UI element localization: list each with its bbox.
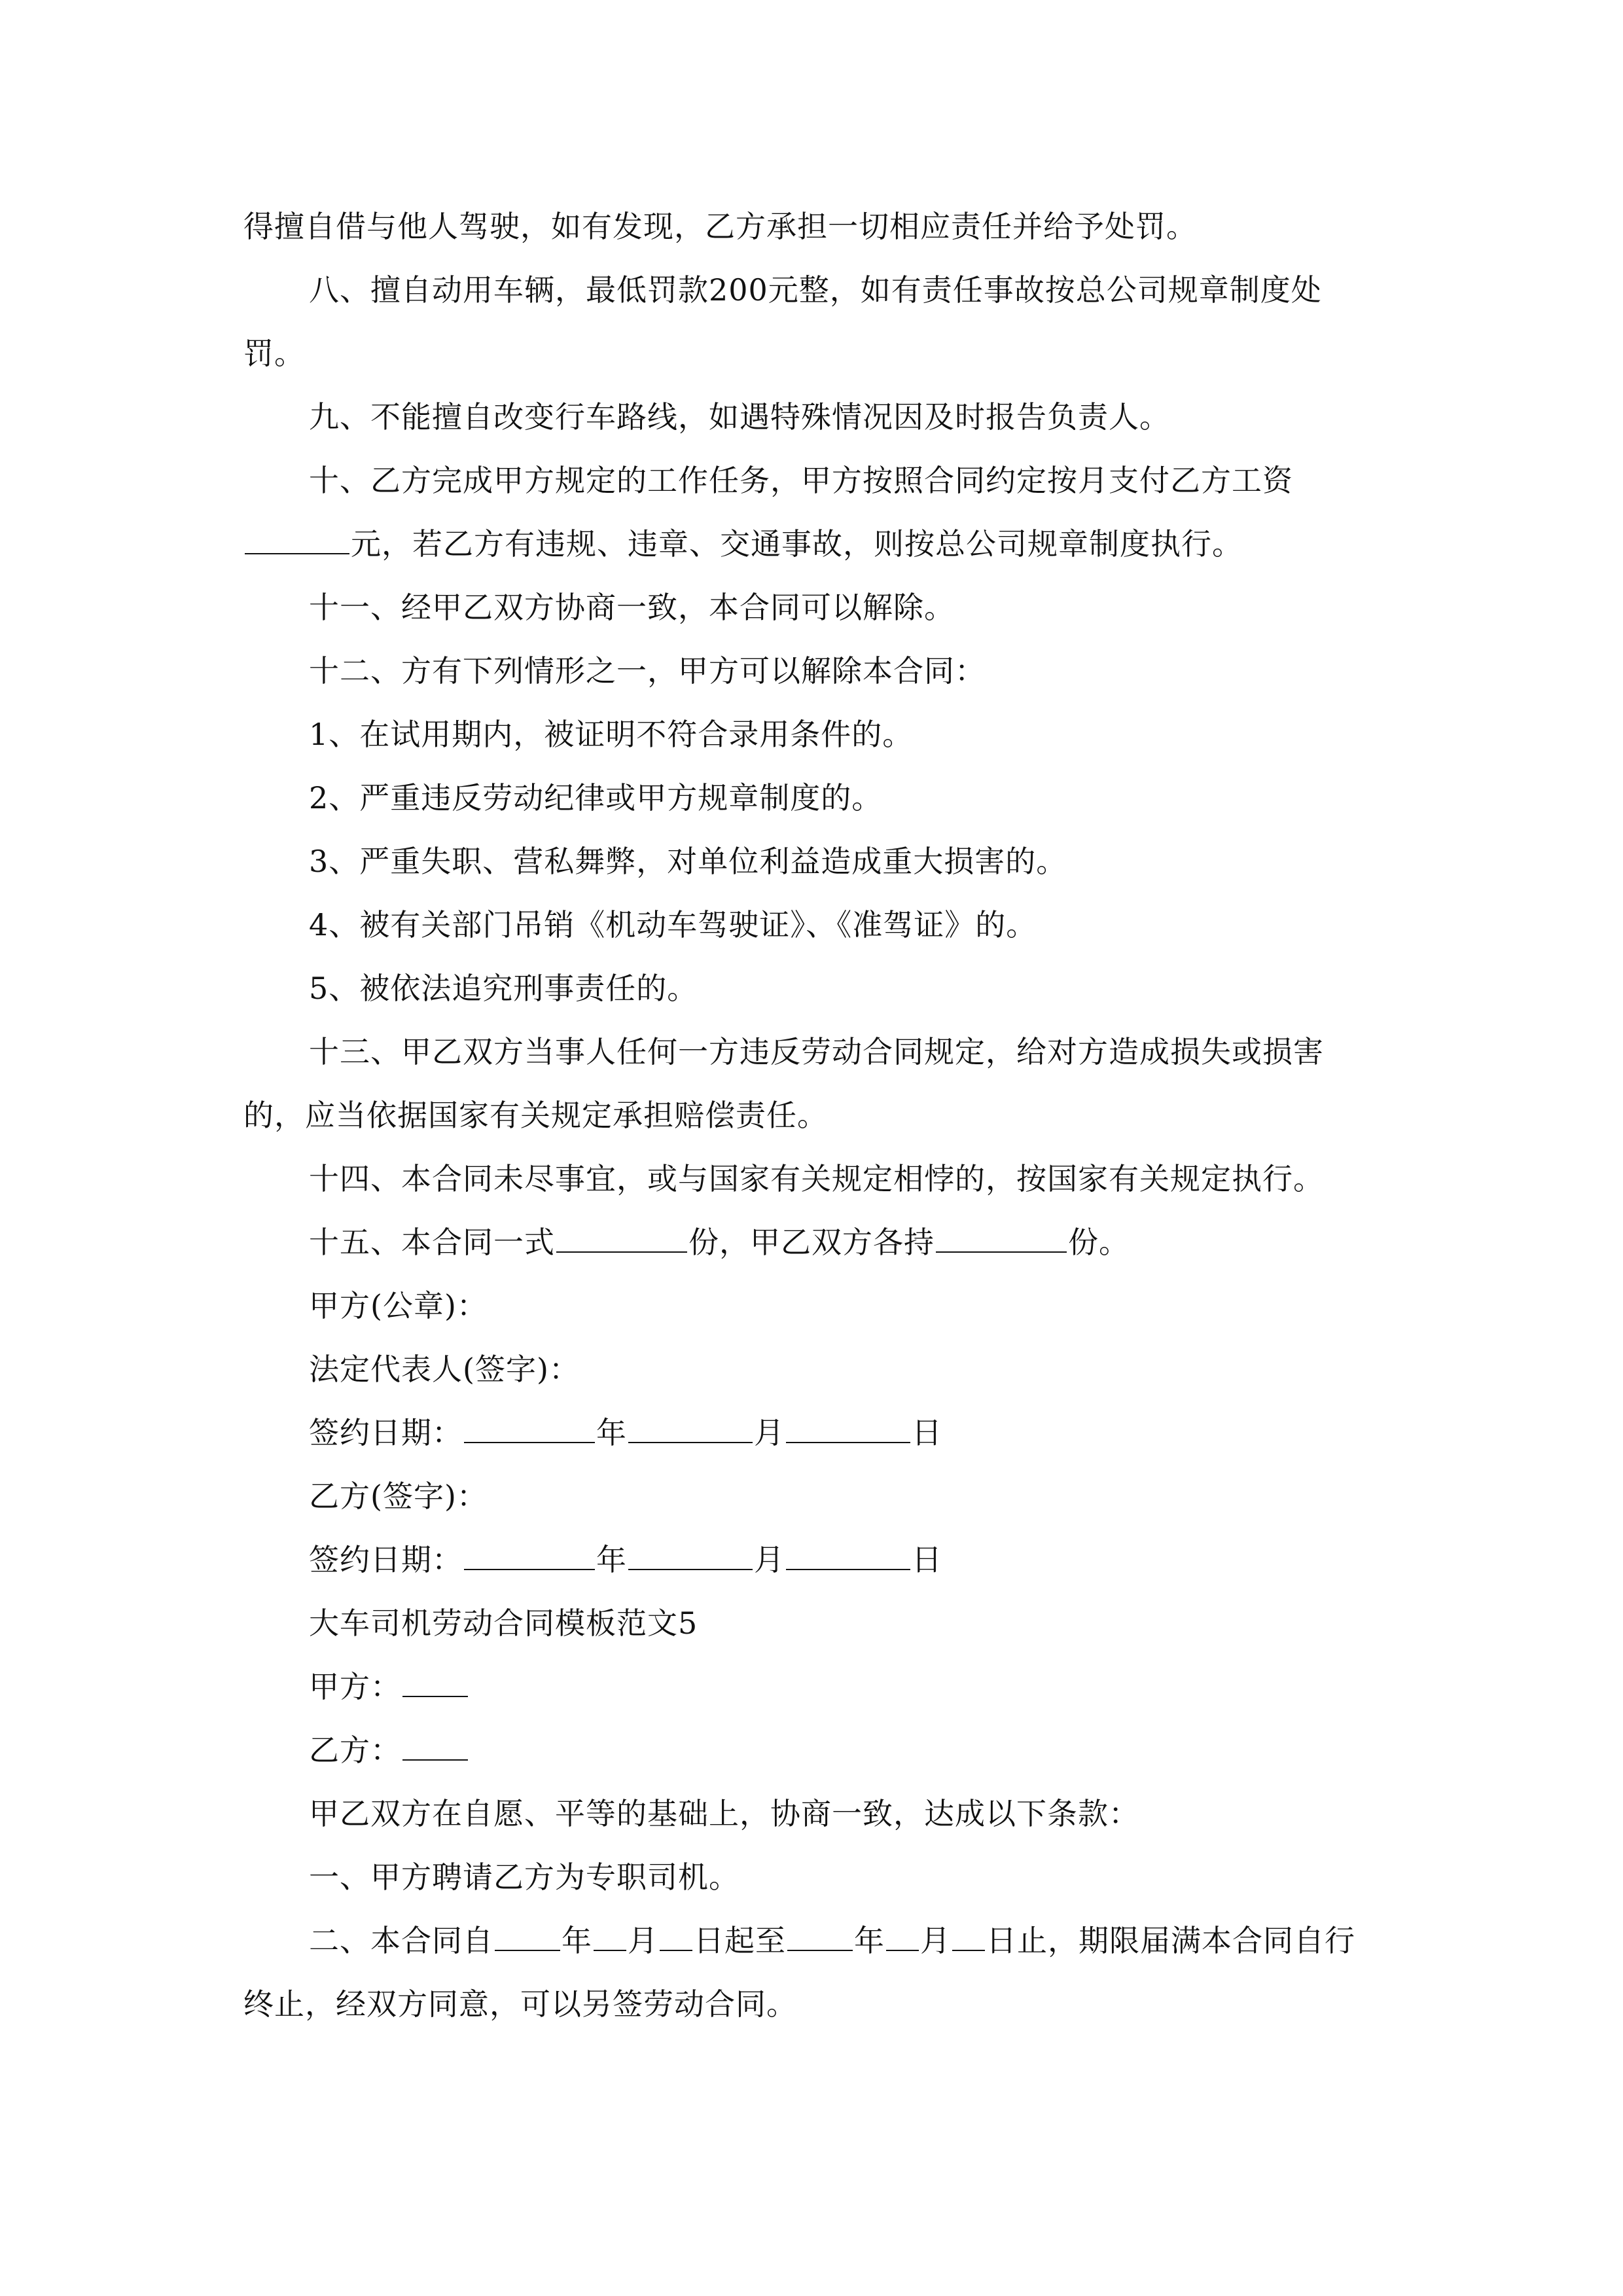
clause-12-item-1: 1、在试用期内，被证明不符合录用条件的。 bbox=[309, 717, 914, 752]
clause-9: 九、不能擅自改变行车路线，如遇特殊情况因及时报告负责人。 bbox=[309, 399, 1170, 435]
party-b-blank bbox=[402, 1732, 468, 1761]
end-day-blank bbox=[952, 1922, 985, 1951]
preamble: 甲乙双方在自愿、平等的基础上，协商一致，达成以下条款： bbox=[309, 1796, 1139, 1831]
sign-date-b bbox=[243, 1528, 1395, 1592]
day-label: 日 bbox=[912, 1415, 942, 1450]
template-title-5: 大车司机劳动合同模板范文5 bbox=[309, 1605, 698, 1641]
clause-15-b: 份，甲乙双方各持 bbox=[688, 1225, 935, 1260]
party-a-blank bbox=[402, 1668, 468, 1697]
year-blank bbox=[464, 1541, 595, 1570]
party-b-sign: 乙方(签字)： bbox=[309, 1479, 488, 1514]
article-2-tail: 日止，期限届满本合同自行 bbox=[986, 1923, 1355, 1958]
day-label: 日 bbox=[912, 1542, 942, 1577]
clause-12-item-2: 2、严重违反劳动纪律或甲方规章制度的。 bbox=[309, 780, 883, 816]
start-year-blank bbox=[495, 1922, 560, 1951]
party-b-field bbox=[243, 1719, 1395, 1782]
start-day-label: 日起至 bbox=[694, 1923, 786, 1958]
end-year-blank bbox=[787, 1922, 853, 1951]
copies-blank bbox=[556, 1224, 687, 1253]
clause-12-item-5: 5、被依法追究刑事责任的。 bbox=[309, 971, 698, 1006]
end-month-label: 月 bbox=[920, 1923, 951, 1958]
sign-date-label: 签约日期： bbox=[309, 1542, 463, 1577]
start-year-label: 年 bbox=[562, 1923, 592, 1958]
clause-13-cont: 的，应当依据国家有关规定承担赔偿责任。 bbox=[243, 1098, 828, 1133]
article-2-a: 二、本合同自 bbox=[309, 1923, 493, 1958]
start-month-label: 月 bbox=[628, 1923, 658, 1958]
clause-10: 十、乙方完成甲方规定的工作任务，甲方按照合同约定按月支付乙方工资 bbox=[309, 463, 1293, 498]
article-2-cont: 终止，经双方同意，可以另签劳动合同。 bbox=[243, 1986, 797, 2022]
contract-body bbox=[243, 195, 1395, 2036]
salary-blank bbox=[245, 526, 349, 554]
clause-12: 十二、方有下列情形之一，甲方可以解除本合同： bbox=[309, 653, 986, 689]
month-label: 月 bbox=[754, 1415, 785, 1450]
party-b-label: 乙方： bbox=[309, 1732, 401, 1768]
month-blank bbox=[628, 1414, 753, 1443]
start-day-blank bbox=[660, 1922, 692, 1951]
clause-15-c: 份。 bbox=[1068, 1225, 1130, 1260]
clause-12-item-3: 3、严重失职、营私舞弊，对单位利益造成重大损害的。 bbox=[309, 844, 1067, 879]
clause-14: 十四、本合同未尽事宜，或与国家有关规定相悖的，按国家有关规定执行。 bbox=[309, 1161, 1324, 1196]
legal-representative: 法定代表人(签字)： bbox=[309, 1352, 580, 1387]
end-month-blank bbox=[886, 1922, 919, 1951]
day-blank bbox=[786, 1414, 910, 1443]
clause-10-cont bbox=[243, 512, 1395, 576]
month-label: 月 bbox=[754, 1542, 785, 1577]
month-blank bbox=[628, 1541, 753, 1570]
day-blank bbox=[786, 1541, 910, 1570]
copies-each-blank bbox=[936, 1224, 1067, 1253]
clause-13: 十三、甲乙双方当事人任何一方违反劳动合同规定，给对方造成损失或损害 bbox=[309, 1034, 1324, 1069]
end-year-label: 年 bbox=[854, 1923, 885, 1958]
start-month-blank bbox=[594, 1922, 626, 1951]
line-01: 得擅自借与他人驾驶，如有发现，乙方承担一切相应责任并给予处罚。 bbox=[243, 209, 1197, 244]
year-label: 年 bbox=[596, 1542, 627, 1577]
clause-8: 八、擅自动用车辆，最低罚款200元整，如有责任事故按总公司规章制度处 bbox=[309, 272, 1322, 308]
party-a-label: 甲方： bbox=[309, 1669, 401, 1704]
clause-11: 十一、经甲乙双方协商一致，本合同可以解除。 bbox=[309, 590, 955, 625]
party-a-seal: 甲方(公章)： bbox=[309, 1288, 488, 1323]
clause-15-a: 十五、本合同一式 bbox=[309, 1225, 555, 1260]
clause-10-tail: 元，若乙方有违规、违章、交通事故，则按总公司规章制度执行。 bbox=[351, 526, 1243, 562]
clause-12-item-4: 4、被有关部门吊销《机动车驾驶证》、《准驾证》的。 bbox=[309, 907, 1037, 942]
year-label: 年 bbox=[596, 1415, 627, 1450]
sign-date-a bbox=[243, 1401, 1395, 1465]
party-a-field bbox=[243, 1655, 1395, 1719]
clause-15 bbox=[243, 1211, 1395, 1274]
clause-8-cont: 罚。 bbox=[243, 336, 305, 371]
year-blank bbox=[464, 1414, 595, 1443]
article-2 bbox=[243, 1909, 1395, 1973]
sign-date-label: 签约日期： bbox=[309, 1415, 463, 1450]
article-1: 一、甲方聘请乙方为专职司机。 bbox=[309, 1859, 740, 1895]
